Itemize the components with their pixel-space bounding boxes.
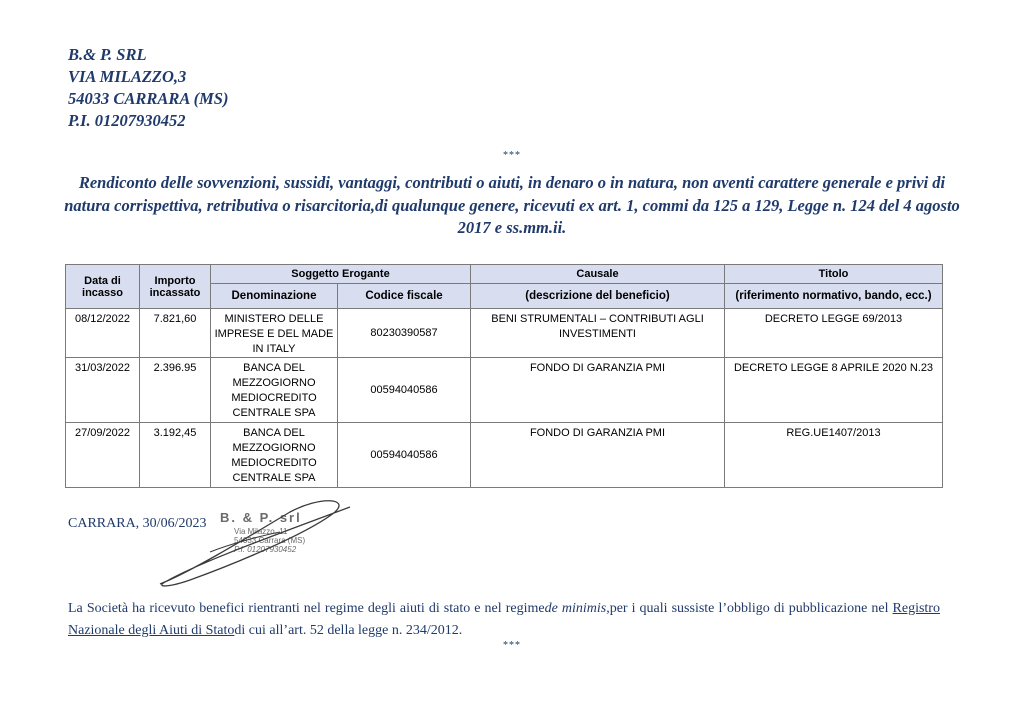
header-amount: Importo incassato (140, 265, 211, 309)
company-name: B.& P. SRL (68, 45, 147, 64)
header-tax-code: Codice fiscale (338, 284, 471, 309)
footer-note (68, 598, 940, 642)
table-row (66, 423, 943, 488)
cell-title: DECRETO LEGGE 8 APRILE 2020 N.23 (725, 358, 943, 423)
cell-amount: 7.821,60 (140, 309, 211, 358)
company-city: 54033 CARRARA (MS) (68, 89, 229, 108)
stamp-vat: P.I. 01207930452 (234, 545, 297, 554)
header-title-sub: (riferimento normativo, bando, ecc.) (725, 284, 943, 309)
cell-amount: 3.192,45 (140, 423, 211, 488)
header-grantor: Soggetto Erogante (211, 265, 471, 284)
company-vat: P.I. 01207930452 (68, 111, 186, 130)
cell-title: REG.UE1407/2013 (725, 423, 943, 488)
cell-reason: FONDO DI GARANZIA PMI (471, 358, 725, 423)
cell-name: BANCA DEL MEZZOGIORNO MEDIOCREDITO CENTRALE SPA (211, 358, 338, 423)
cell-reason: FONDO DI GARANZIA PMI (471, 423, 725, 488)
cell-tax-code: 80230390587 (338, 309, 471, 358)
cell-amount: 2.396.95 (140, 358, 211, 423)
grants-table (65, 264, 943, 488)
cell-date: 31/03/2022 (66, 358, 140, 423)
table-row (66, 309, 943, 358)
cell-title: DECRETO LEGGE 69/2013 (725, 309, 943, 358)
cell-name: MINISTERO DELLE IMPRESE E DEL MADE IN ITALY (211, 309, 338, 358)
company-stamp-signature (150, 492, 370, 592)
cell-name: BANCA DEL MEZZOGIORNO MEDIOCREDITO CENTRALE SPA (211, 423, 338, 488)
document-title: Rendiconto delle sovvenzioni, sussidi, vantaggi, contributi o aiuti, in denaro o in natura, non aventi carattere generale e privi di natura corrispettiva, retributiva o risarcitoria,di qualunque genere, ricevuti ex art. 1, commi da 125 a 129, Legge n. 124 del 4 agosto 2017 e ss.mm.ii. (64, 173, 960, 237)
stamp-company: B. & P. srl (220, 510, 302, 525)
cell-date: 27/09/2022 (66, 423, 140, 488)
separator-top: *** (503, 150, 521, 161)
footer-text: ,per i quali sussiste l’obbligo di pubblicazione nel (606, 601, 893, 616)
header-date: Data di incasso (66, 265, 140, 309)
stamp-city: 54033 Carrara (MS) (234, 536, 306, 545)
registry-link[interactable]: Registro Nazionale degli Aiuti di Stato (68, 601, 940, 638)
footer-text: La Società ha ricevuto benefici rientranti nel regime degli aiuti di stato e nel regime (68, 601, 545, 616)
company-header (68, 44, 228, 132)
table-row (66, 358, 943, 423)
separator-bottom: *** (503, 640, 521, 651)
header-reason-sub: (descrizione del beneficio) (471, 284, 725, 309)
header-reason: Causale (471, 265, 725, 284)
header-name: Denominazione (211, 284, 338, 309)
cell-reason: BENI STRUMENTALI – CONTRIBUTI AGLI INVESTIMENTI (471, 309, 725, 358)
header-title: Titolo (725, 265, 943, 284)
place-date: CARRARA, 30/06/2023 (68, 516, 207, 531)
company-street: VIA MILAZZO,3 (68, 67, 187, 86)
stamp-street: Via Milazzo, 11 (234, 527, 288, 536)
cell-date: 08/12/2022 (66, 309, 140, 358)
cell-tax-code: 00594040586 (338, 423, 471, 488)
footer-de-minimis: de minimis (544, 601, 607, 616)
footer-text: di cui all’art. 52 della legge n. 234/2012. (234, 623, 463, 638)
cell-tax-code: 00594040586 (338, 358, 471, 423)
